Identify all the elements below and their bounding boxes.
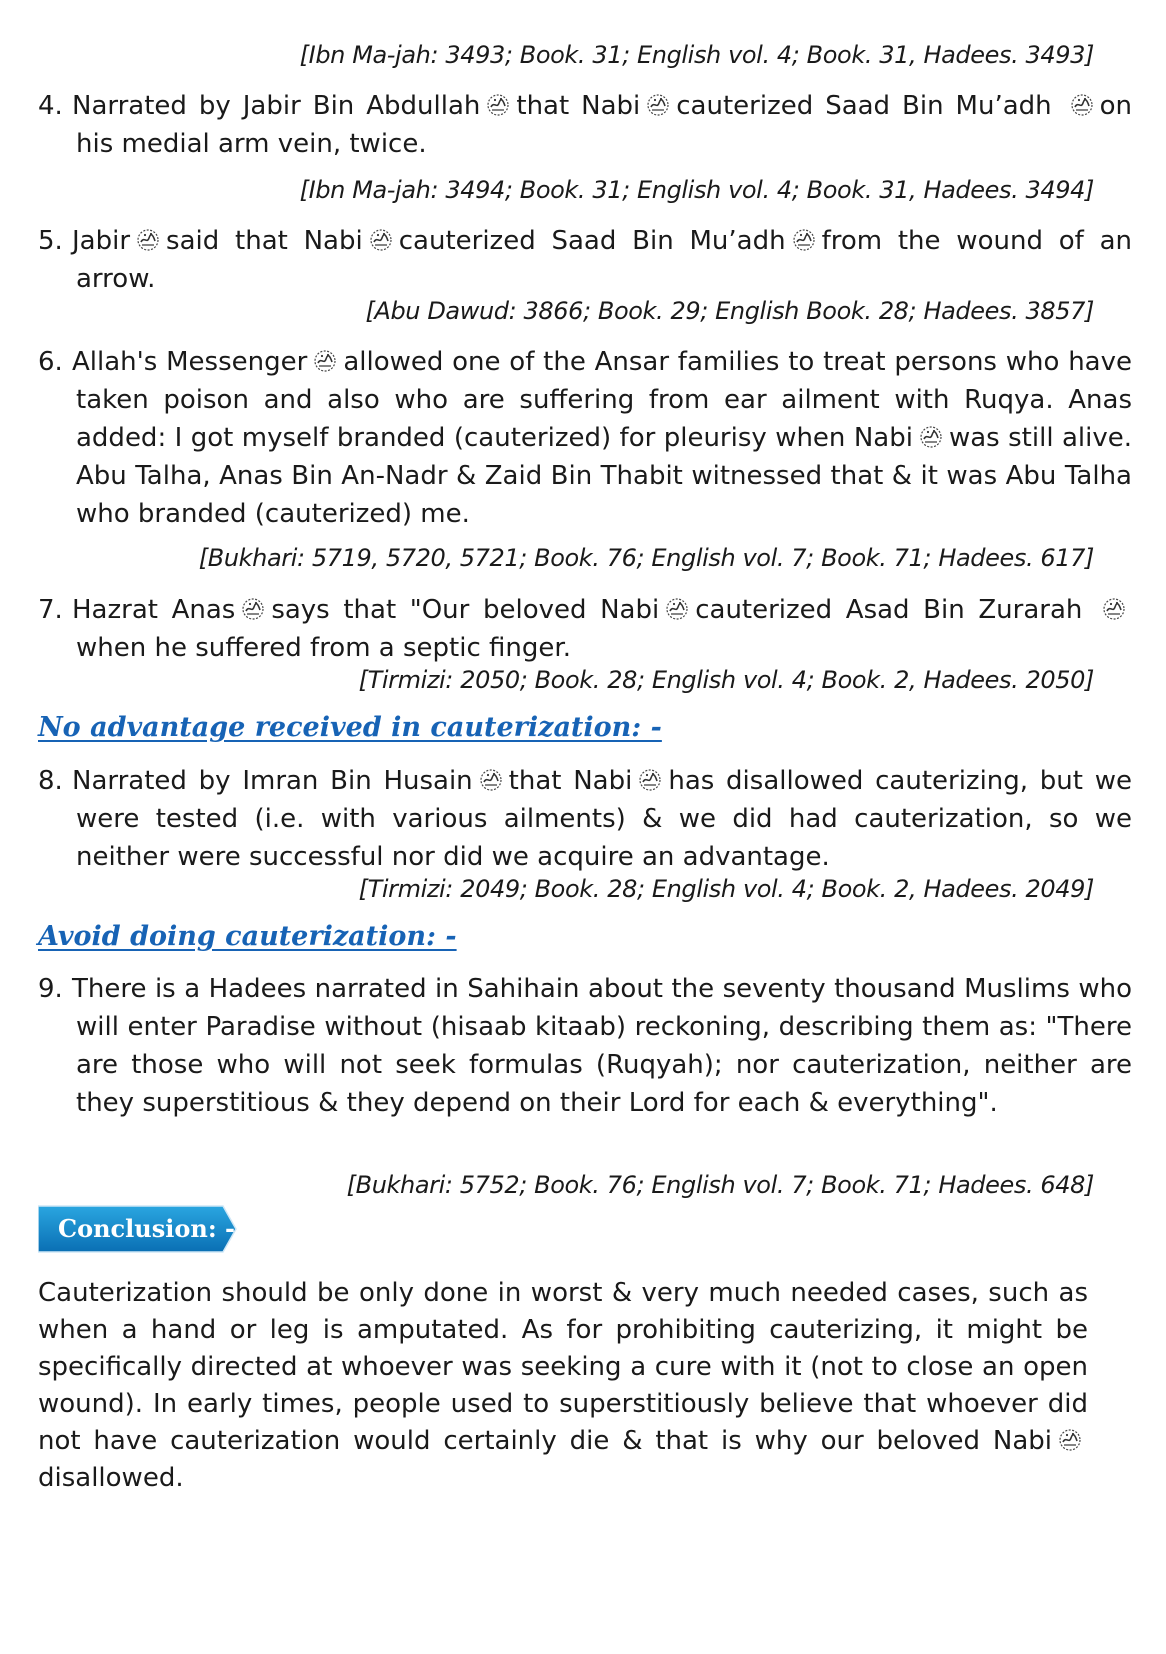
section-heading-no-advantage: No advantage received in cauterization: - [38, 712, 662, 743]
calligraphy-seal-icon [1102, 597, 1126, 621]
section-heading-avoid: Avoid doing cauterization: - [38, 921, 457, 952]
calligraphy-seal-icon [646, 93, 670, 117]
item-text: allowed one of the Ansar families to treat persons who have taken poison and also who are suffering from ear ailment with Ruqya. Anas added: I got myself branded (cauterized) for pleurisy when Nabi [76, 347, 1132, 453]
calligraphy-seal-icon [486, 93, 510, 117]
calligraphy-seal-icon [369, 228, 393, 252]
item-text: Narrated by Jabir Bin Abdullah [72, 91, 481, 121]
item-number: 4. [38, 91, 63, 121]
calligraphy-seal-icon [313, 349, 337, 373]
item-text: said that Nabi [166, 226, 363, 256]
reference-8: [Tirmizi: 2049; Book. 28; English vol. 4; Book. 2, Hadees. 2049] [358, 875, 1094, 903]
conclusion-text: disallowed. [38, 1463, 184, 1493]
item-number: 5. [38, 226, 63, 256]
hadith-item-4 [38, 87, 1132, 163]
item-text: There is a Hadees narrated in Sahihain about the seventy thousand Muslims who will enter Paradise without (hisaab kitaab) reckoning, describing them as: "There are those who will not seek formulas (Ruqyah); nor cauterization, neither are they superstitious & they depend on their Lord for each & everything". [72, 974, 1132, 1118]
item-text: has disallowed cauterizing, but we were tested (i.e. with various ailments) & we did had cauterization, so we neither were successful nor did we acquire an advantage. [76, 766, 1132, 872]
calligraphy-seal-icon [1058, 1428, 1082, 1452]
item-number: 9. [38, 974, 63, 1004]
calligraphy-seal-icon [792, 228, 816, 252]
item-number: 7. [38, 595, 63, 625]
item-text: cauterized Saad Bin Mu’adh [676, 91, 1052, 121]
calligraphy-seal-icon [638, 768, 662, 792]
calligraphy-seal-icon [919, 425, 943, 449]
item-text: when he suffered from a septic finger. [76, 633, 571, 663]
conclusion-paragraph [38, 1275, 1088, 1497]
item-text: Hazrat Anas [72, 595, 236, 625]
conclusion-text: Cauterization should be only done in worst & very much needed cases, such as when a hand or leg is amputated. As for prohibiting cauterizing, it might be specifically directed at whoever was seeking a cure with it (not to close an open wound). In early times, people used to superstitiously believe that whoever did not have cauterization would certainly die & that is why our beloved Nabi [38, 1278, 1088, 1456]
item-text: on his medial arm vein, twice. [76, 91, 1132, 159]
item-text: was still alive. Abu Talha, Anas Bin An-Nadr & Zaid Bin Thabit witnessed that & it was Abu Talha who branded (cauterized) me. [76, 423, 1132, 529]
item-text: from the wound of an arrow. [76, 226, 1132, 294]
item-number: 8. [38, 766, 63, 796]
hadith-item-7 [38, 591, 1132, 667]
conclusion-label: Conclusion: - [58, 1214, 235, 1243]
hadith-item-5 [38, 222, 1132, 298]
reference-6: [Bukhari: 5719, 5720, 5721; Book. 76; English vol. 7; Book. 71; Hadees. 617] [198, 544, 1094, 572]
item-text: cauterized Asad Bin Zurarah [695, 595, 1083, 625]
item-text: that Nabi [516, 91, 641, 121]
conclusion-badge [38, 1204, 238, 1254]
calligraphy-seal-icon [1070, 93, 1094, 117]
item-number: 6. [38, 347, 63, 377]
calligraphy-seal-icon [479, 768, 503, 792]
item-text: cauterized Saad Bin Mu’adh [398, 226, 786, 256]
item-text: says that "Our beloved Nabi [271, 595, 660, 625]
hadith-item-6 [38, 343, 1132, 533]
reference-3: [Ibn Ma-jah: 3493; Book. 31; English vol. 4; Book. 31, Hadees. 3493] [299, 41, 1094, 69]
item-text: Jabir [72, 226, 131, 256]
calligraphy-seal-icon [665, 597, 689, 621]
item-text: that Nabi [508, 766, 633, 796]
reference-4: [Ibn Ma-jah: 3494; Book. 31; English vol. 4; Book. 31, Hadees. 3494] [299, 176, 1094, 204]
reference-5: [Abu Dawud: 3866; Book. 29; English Book. 28; Hadees. 3857] [365, 297, 1094, 325]
hadith-item-9 [38, 970, 1132, 1122]
item-text: Allah's Messenger [72, 347, 308, 377]
reference-9: [Bukhari: 5752; Book. 76; English vol. 7; Book. 71; Hadees. 648] [346, 1171, 1094, 1199]
calligraphy-seal-icon [136, 228, 160, 252]
item-text: Narrated by Imran Bin Husain [72, 766, 473, 796]
hadith-item-8 [38, 762, 1132, 876]
reference-7: [Tirmizi: 2050; Book. 28; English vol. 4; Book. 2, Hadees. 2050] [358, 666, 1094, 694]
calligraphy-seal-icon [241, 597, 265, 621]
